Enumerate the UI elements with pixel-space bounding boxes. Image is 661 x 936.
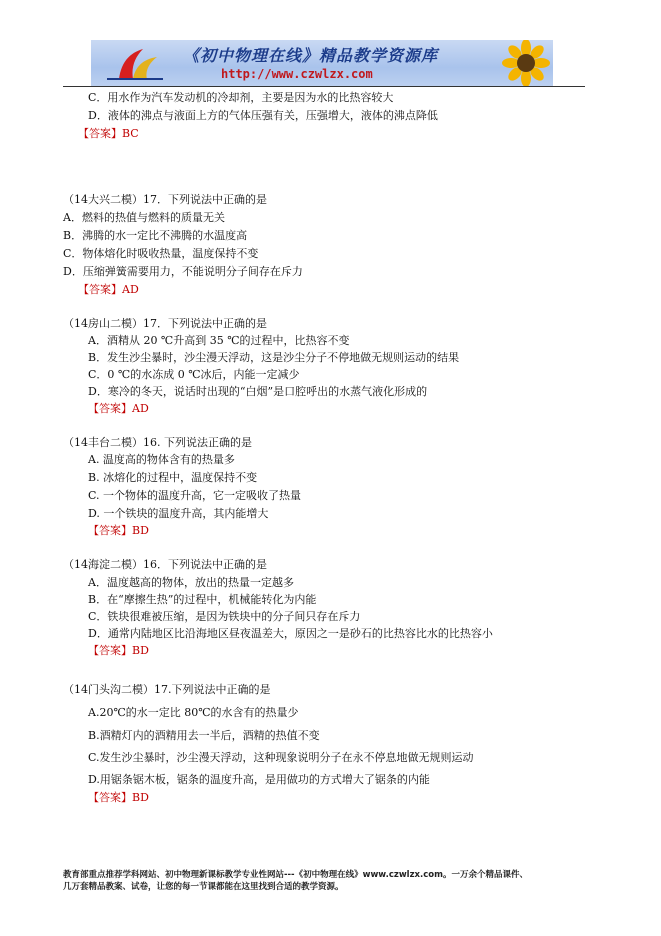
answer-line: 【答案】BD bbox=[88, 644, 149, 657]
question-line: B．在“摩擦生热”的过程中，机械能转化为内能 bbox=[88, 593, 317, 606]
question-line: A.20℃的水一定比 80℃的水含有的热量少 bbox=[88, 706, 299, 719]
answer-line: 【答案】BC bbox=[78, 127, 139, 140]
question-line: C. 一个物体的温度升高，它一定吸收了热量 bbox=[88, 489, 302, 502]
question-line: B.酒精灯内的酒精用去一半后，酒精的热值不变 bbox=[88, 729, 320, 742]
answer-line: 【答案】BD bbox=[88, 791, 149, 804]
question-line: C．物体熔化时吸收热量，温度保持不变 bbox=[63, 247, 259, 260]
question-line: D．通常内陆地区比沿海地区昼夜温差大，原因之一是砂石的比热容比水的比热容小 bbox=[88, 627, 493, 640]
question-line: A．温度越高的物体，放出的热量一定越多 bbox=[88, 576, 294, 589]
answer-line: 【答案】AD bbox=[78, 283, 139, 296]
header-banner bbox=[91, 40, 553, 86]
banner-title: 《初中物理在线》精品教学资源库 bbox=[183, 46, 439, 65]
question-line: C．0 ℃的水冻成 0 ℃冰后，内能一定减少 bbox=[88, 368, 300, 381]
question-line: （14丰台二模）16. 下列说法正确的是 bbox=[63, 436, 252, 449]
question-line: C.发生沙尘暴时，沙尘漫天浮动，这种现象说明分子在永不停息地做无规则运动 bbox=[88, 751, 474, 764]
question-line: D．液体的沸点与液面上方的气体压强有关，压强增大，液体的沸点降低 bbox=[88, 109, 438, 122]
question-line: D. 一个铁块的温度升高，其内能增大 bbox=[88, 507, 269, 520]
answer-line: 【答案】BD bbox=[88, 524, 149, 537]
question-line: （14门头沟二模）17.下列说法中正确的是 bbox=[63, 683, 271, 696]
question-line: A．燃料的热值与燃料的质量无关 bbox=[63, 211, 225, 224]
question-line: B. 冰熔化的过程中，温度保持不变 bbox=[88, 471, 258, 484]
question-line: （14房山二模）17．下列说法中正确的是 bbox=[63, 317, 267, 330]
question-line: D.用锯条锯木板，锯条的温度升高，是用做功的方式增大了锯条的内能 bbox=[88, 773, 430, 786]
question-line: D．压缩弹簧需要用力，不能说明分子间存在斥力 bbox=[63, 265, 303, 278]
site-logo-icon bbox=[99, 45, 169, 81]
page-footer bbox=[63, 869, 603, 893]
question-line: （14海淀二模）16．下列说法中正确的是 bbox=[63, 558, 267, 571]
question-line: B．沸腾的水一定比不沸腾的水温度高 bbox=[63, 229, 248, 242]
question-line: C．铁块很难被压缩，是因为铁块中的分子间只存在斥力 bbox=[88, 610, 361, 623]
question-line: （14大兴二模）17．下列说法中正确的是 bbox=[63, 193, 267, 206]
answer-line: 【答案】AD bbox=[88, 402, 149, 415]
footer-line-2: 几万套精品教案、试卷，让您的每一节课都能在这里找到合适的教学资源。 bbox=[63, 882, 344, 892]
footer-line-1: 教育部重点推荐学科网站、初中物理新课标教学专业性网站---《初中物理在线》www.czwlzx.com。一万余个精品课件、 bbox=[63, 870, 528, 880]
sunflower-icon bbox=[496, 40, 553, 86]
banner-url[interactable]: http://www.czwlzx.com bbox=[221, 67, 373, 81]
question-line: A．酒精从 20 ℃升高到 35 ℃的过程中，比热容不变 bbox=[88, 334, 350, 347]
question-line: A. 温度高的物体含有的热量多 bbox=[88, 453, 235, 466]
question-line: B．发生沙尘暴时，沙尘漫天浮动，这是沙尘分子不停地做无规则运动的结果 bbox=[88, 351, 460, 364]
question-line: D．寒冷的冬天，说话时出现的“白烟”是口腔呼出的水蒸气液化形成的 bbox=[88, 385, 428, 398]
question-line: C．用水作为汽车发动机的冷却剂，主要是因为水的比热容较大 bbox=[88, 91, 394, 104]
header-divider bbox=[63, 86, 585, 87]
